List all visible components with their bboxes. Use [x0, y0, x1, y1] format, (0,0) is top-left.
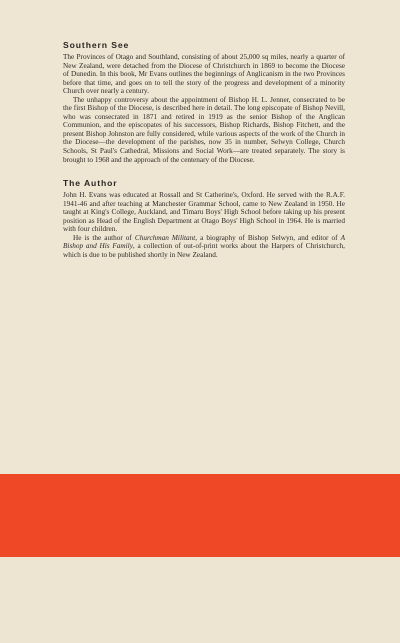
works-text-2: , a biography of Bishop Selwyn, and editor of	[195, 233, 341, 242]
blurb-column	[63, 40, 345, 259]
works-text-1: He is the author of	[73, 233, 135, 242]
paragraph-author-bio: John H. Evans was educated at Rossall and St Catherine's, Oxford. He served with the R.A.F. 1941-46 and after teaching at Manchester Grammar School, came to New Zealand in 1950. He taught at King's College, Auckland, and Timaru Boys' High School before taking up his present position as Head of the English Department at Otago Boys' High School in 1964. He is married with four children.	[63, 191, 345, 234]
section-heading-the-author: The Author	[63, 178, 118, 189]
red-color-band	[0, 474, 400, 557]
paragraph-author-works	[63, 234, 345, 260]
author-section	[63, 178, 345, 259]
book-title-churchman-militant: Churchman Militant	[134, 233, 196, 242]
paragraph-bishops: The unhappy controversy about the appointment of Bishop H. L. Jenner, consecrated to be the first Bishop of the Diocese, is described here in detail. The long episcopate of Bishop Nevill, who was consecrated in 1871 and retired in 1919 as the senior Bishop of the Anglican Communion, and the episcopates of his successors, Bishop Richards, Bishop Fitchett, and the present Bishop Johnston are fully considered, while various aspects of the work of the Church in the Diocese—the development of the parishes, now 35 in number, Selwyn College, Church Schools, St Paul's Cathedral, Missions and Social Work—are treated separately. The story is brought to 1968 and the approach of the centenary of the Diocese.	[63, 95, 345, 164]
section-heading-southern-see: Southern See	[63, 40, 130, 50]
paragraph-diocese-history: The Provinces of Otago and Southland, consisting of about 25,000 sq miles, nearly a quarter of New Zealand, were detached from the Diocese of Christchurch in 1869 to become the Diocese of Dunedin. In this book, Mr Evans outlines the beginnings of Anglicanism in the two Provinces before that time, and goes on to tell the story of the progress and development of a minority Church over nearly a century.	[63, 53, 345, 96]
works-text-3: , a collection of out-of-print works about the Harpers of Christchurch, which is due to be published shortly in New Zealand.	[63, 242, 345, 259]
bottom-cover-strip	[0, 557, 400, 643]
book-title-a-bishop-and-his-family: A Bishop and His Family	[63, 233, 346, 251]
